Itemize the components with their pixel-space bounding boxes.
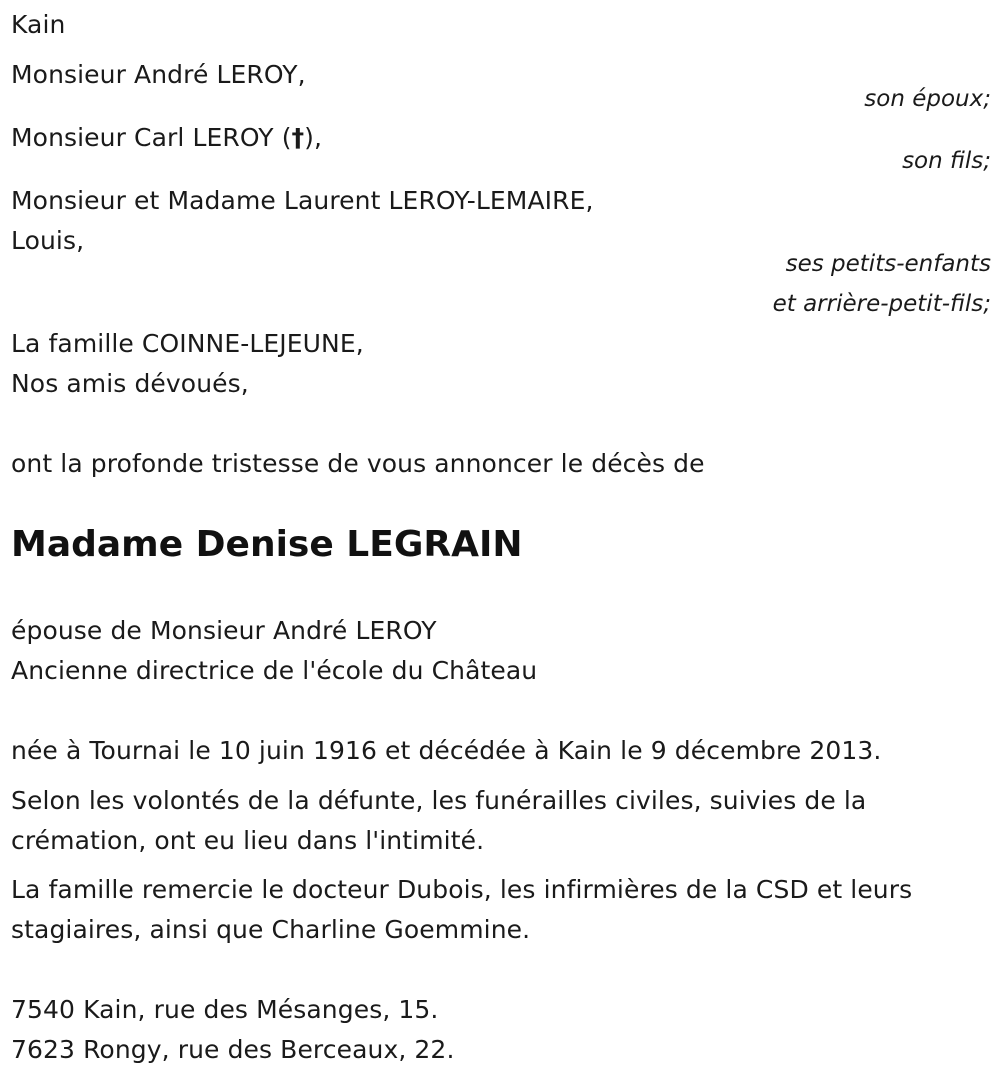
- deceased-spouse: épouse de Monsieur André LEROY: [11, 616, 437, 645]
- thanks-line2: stagiaires, ainsi que Charline Goemmine.: [11, 915, 531, 944]
- thanks-line1: La famille remercie le docteur Dubois, les infirmières de la CSD et leurs: [11, 875, 913, 904]
- friends: Nos amis dévoués,: [11, 369, 249, 398]
- deceased-name: Madame Denise LEGRAIN: [11, 524, 523, 565]
- deceased-occupation: Ancienne directrice de l'école du Château: [11, 656, 538, 685]
- husband-name: Monsieur André LEROY,: [11, 60, 306, 89]
- son-name-suffix: ),: [304, 123, 323, 152]
- cross-icon: †: [291, 123, 305, 152]
- address-kain: 7540 Kain, rue des Mésanges, 15.: [11, 995, 439, 1024]
- location-heading: Kain: [11, 10, 66, 39]
- address-rongy: 7623 Rongy, rue des Berceaux, 22.: [11, 1035, 455, 1064]
- funeral-line2: crémation, ont eu lieu dans l'intimité.: [11, 826, 485, 855]
- son-role: son fils;: [902, 148, 991, 174]
- family-name: La famille COINNE-LEJEUNE,: [11, 329, 364, 358]
- great-grandchild-name: Louis,: [11, 226, 85, 255]
- announcement: ont la profonde tristesse de vous annoncer le décès de: [11, 449, 705, 478]
- grandchildren-role-line2: et arrière-petit-fils;: [772, 291, 991, 317]
- husband-role: son époux;: [864, 86, 991, 112]
- funeral-line1: Selon les volontés de la défunte, les funérailles civiles, suivies de la: [11, 786, 867, 815]
- grandchildren-name: Monsieur et Madame Laurent LEROY-LEMAIRE,: [11, 186, 594, 215]
- son-name: [11, 123, 322, 153]
- son-name-prefix: Monsieur Carl LEROY (: [11, 123, 292, 152]
- birth-death: née à Tournai le 10 juin 1916 et décédée à Kain le 9 décembre 2013.: [11, 736, 882, 765]
- grandchildren-role-line1: ses petits-enfants: [785, 251, 991, 277]
